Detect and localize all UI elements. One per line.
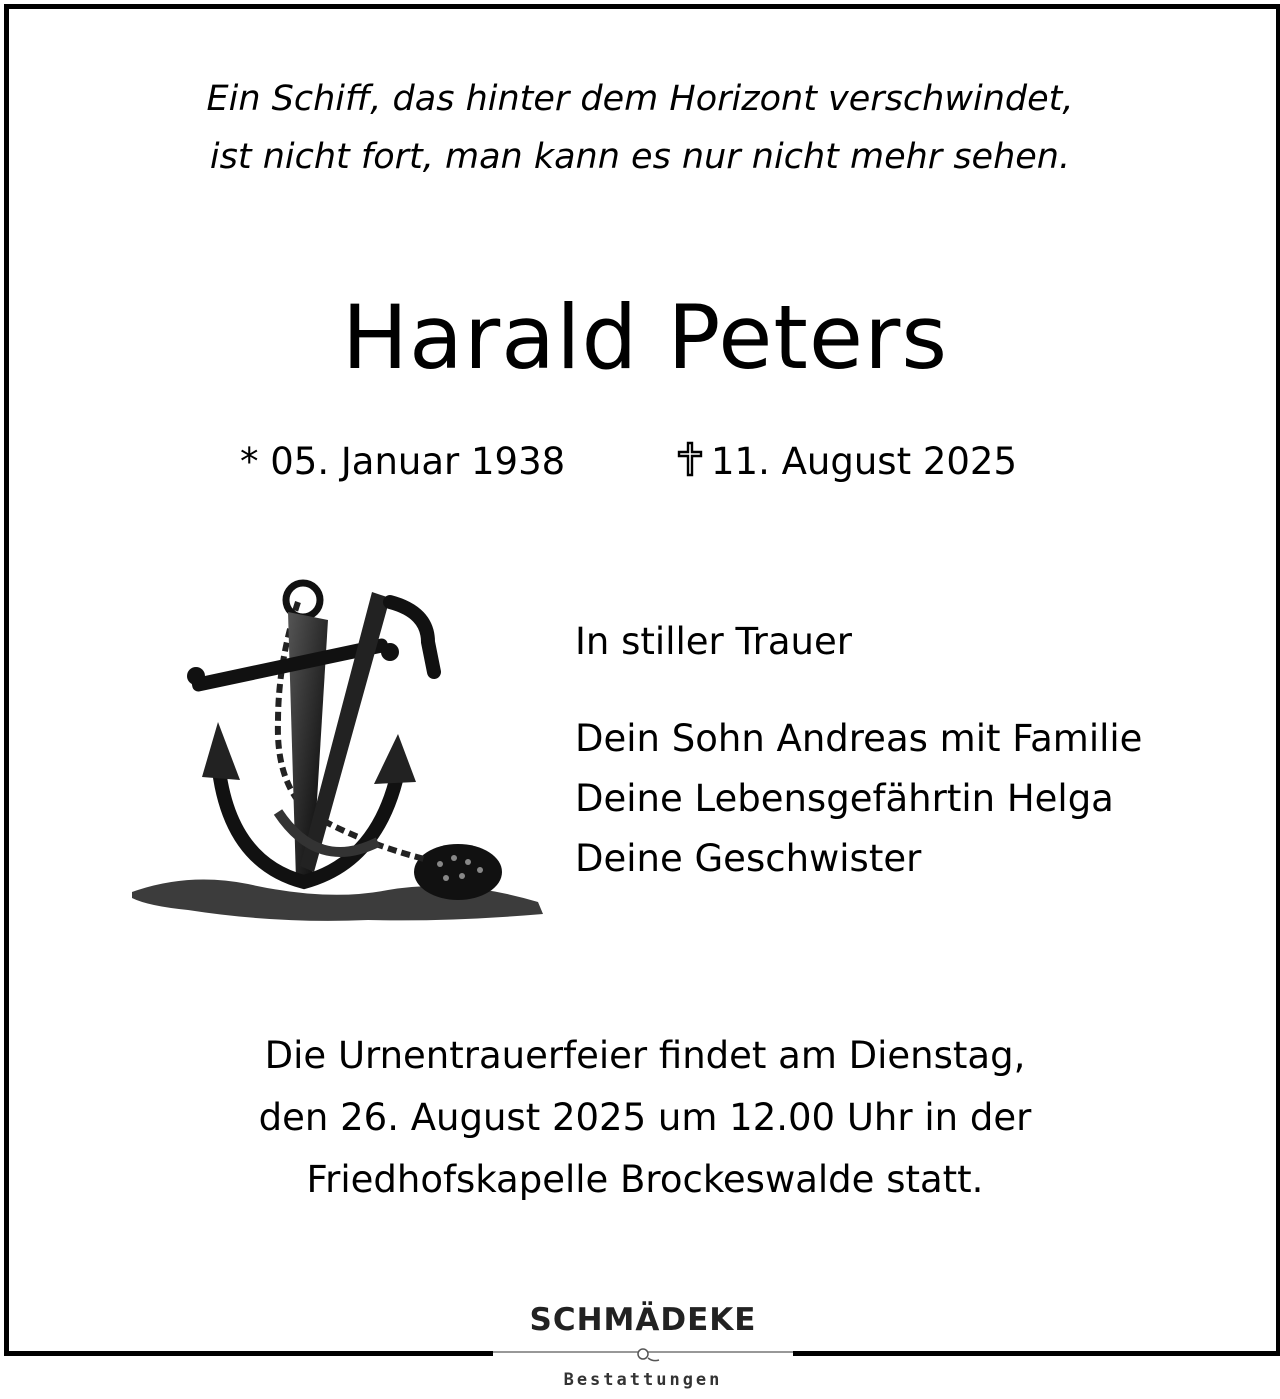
quote-line-1: Ein Schiff, das hinter dem Horizont verschwindet, [206,79,1074,119]
life-dates [0,437,1280,487]
epitaph-quote [0,70,1280,186]
mourner-3: Deine Geschwister [575,837,922,880]
birth-date: * 05. Januar 1938 [240,440,566,483]
anchor-icon [128,572,548,932]
mourner-1: Dein Sohn Andreas mit Familie [575,717,1143,760]
service-line-2: den 26. August 2025 um 12.00 Uhr in der [258,1096,1032,1139]
logo-rule-icon [493,1346,793,1366]
funeral-home-logo [493,1284,793,1399]
service-line-3: Friedhofskapelle Brockeswalde statt. [306,1158,984,1201]
funeral-home-subtitle: Bestattungen [563,1370,723,1390]
mourning-lead: In stiller Trauer [575,620,852,663]
service-announcement [0,1025,1280,1211]
funeral-home-name: SCHMÄDEKE [529,1302,757,1338]
death-date: 11. August 2025 [711,440,1018,483]
service-line-1: Die Urnentrauerfeier findet am Dienstag, [264,1034,1026,1077]
deceased-name: Harald Peters [341,286,949,389]
mourners-block [575,612,1142,889]
quote-line-2: ist nicht fort, man kann es nur nicht mehr sehen. [209,137,1071,177]
cross-icon [677,441,703,477]
death-date-group [677,437,1017,487]
mourner-2: Deine Lebensgefährtin Helga [575,777,1114,820]
